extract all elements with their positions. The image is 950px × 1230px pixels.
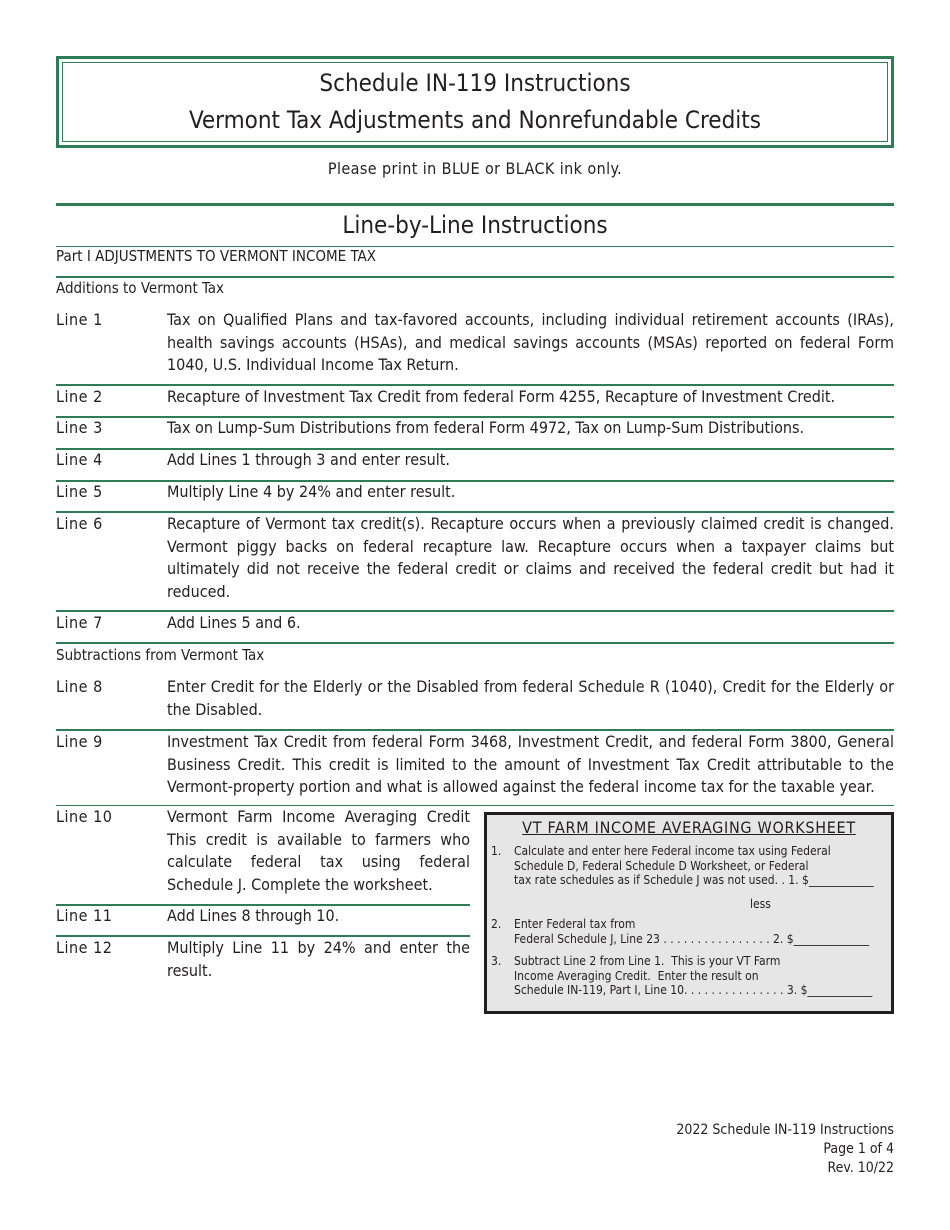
worksheet-item-number: 1. (491, 844, 502, 858)
worksheet-item-number: 2. (491, 917, 502, 931)
line-label: Line 11 (56, 906, 113, 925)
line-label: Line 1 (56, 310, 103, 329)
subtractions-heading: Subtractions from Vermont Tax (56, 646, 265, 664)
worksheet-title: VT FARM INCOME AVERAGING WORKSHEET (522, 818, 856, 837)
divider (56, 642, 894, 644)
worksheet-item-text: Calculate and enter here Federal income tax using Federal Schedule D, Federal Schedule D Worksheet, or Federal tax rate schedules as if Schedule J was not used. . 1. $____________ (514, 844, 874, 887)
section-heading: Line-by-Line Instructions (56, 203, 894, 247)
additions-heading: Additions to Vermont Tax (56, 279, 225, 297)
title-box (56, 56, 894, 148)
line-text: Multiply Line 4 by 24% and enter result. (167, 482, 456, 501)
farm-income-worksheet (484, 812, 894, 1014)
worksheet-item-number: 3. (491, 954, 502, 968)
line-label: Line 5 (56, 482, 103, 501)
line-text: Investment Tax Credit from federal Form 3468, Investment Credit, and federal Form 3800, General Business Credit. This credit is limited to the amount of Investment Tax Credit attributable to the Vermont-property portion and what is allowed against the federal income tax for the taxable year. (167, 732, 894, 796)
footer-page-number: Page 1 of 4 (823, 1141, 894, 1157)
line-text: Enter Credit for the Elderly or the Disabled from federal Schedule R (1040), Credit for the Elderly or the Disabled. (167, 677, 894, 719)
ink-note: Please print in BLUE or BLACK ink only. (327, 159, 623, 178)
line-label: Line 4 (56, 450, 103, 469)
worksheet-item-text: Enter Federal tax from Federal Schedule J, Line 23 . . . . . . . . . . . . . . . . 2. $______________ (514, 917, 870, 946)
line-label: Line 6 (56, 514, 103, 533)
document-subtitle: Vermont Tax Adjustments and Nonrefundable Credits (188, 106, 762, 134)
line-label: Line 7 (56, 613, 103, 632)
line-text: Recapture of Vermont tax credit(s). Recapture occurs when a previously claimed credit is changed. Vermont piggy backs on federal recapture law. Recapture occurs when a taxpayer claims but ultimately did not receive the federal credit or claims and received the federal credit but had it reduced. (167, 514, 894, 601)
line-text: Multiply Line 11 by 24% and enter the result. (167, 938, 470, 980)
line-text: Recapture of Investment Tax Credit from federal Form 4255, Recapture of Investment Credit. (167, 387, 836, 406)
line-text: Add Lines 5 and 6. (167, 613, 301, 632)
line-label: Line 12 (56, 938, 113, 957)
line-text: Add Lines 8 through 10. (167, 906, 340, 925)
worksheet-item-text: Subtract Line 2 from Line 1. This is your VT Farm Income Averaging Credit. Enter the result on Schedule IN-119, Part I, Line 10. . . . . . . . . . . . . . . 3. $____________ (514, 954, 873, 997)
line-text: Add Lines 1 through 3 and enter result. (167, 450, 450, 469)
part1-heading: Part I ADJUSTMENTS TO VERMONT INCOME TAX (56, 247, 377, 265)
title-inner (62, 62, 888, 142)
line-label: Line 2 (56, 387, 103, 406)
line-label: Line 9 (56, 732, 103, 751)
worksheet-less-label: less (750, 897, 771, 911)
line-label: Line 8 (56, 677, 103, 696)
line-text: Vermont Farm Income Averaging Credit This credit is available to farmers who calculate federal tax using federal Schedule J. Complete the worksheet. (167, 807, 470, 894)
footer-doc-title: 2022 Schedule IN-119 Instructions (676, 1122, 894, 1138)
line-text: Tax on Qualified Plans and tax-favored accounts, including individual retirement accounts (IRAs), health savings accounts (HSAs), and medical savings accounts (MSAs) reported on federal Form 1040, U.S. Individual Income Tax Return. (167, 310, 894, 374)
line-label: Line 10 (56, 807, 113, 826)
footer-revision: Rev. 10/22 (827, 1160, 894, 1176)
line-label: Line 3 (56, 418, 103, 437)
document-title: Schedule IN-119 Instructions (319, 69, 631, 97)
line-text: Tax on Lump-Sum Distributions from federal Form 4972, Tax on Lump-Sum Distributions. (167, 418, 805, 437)
